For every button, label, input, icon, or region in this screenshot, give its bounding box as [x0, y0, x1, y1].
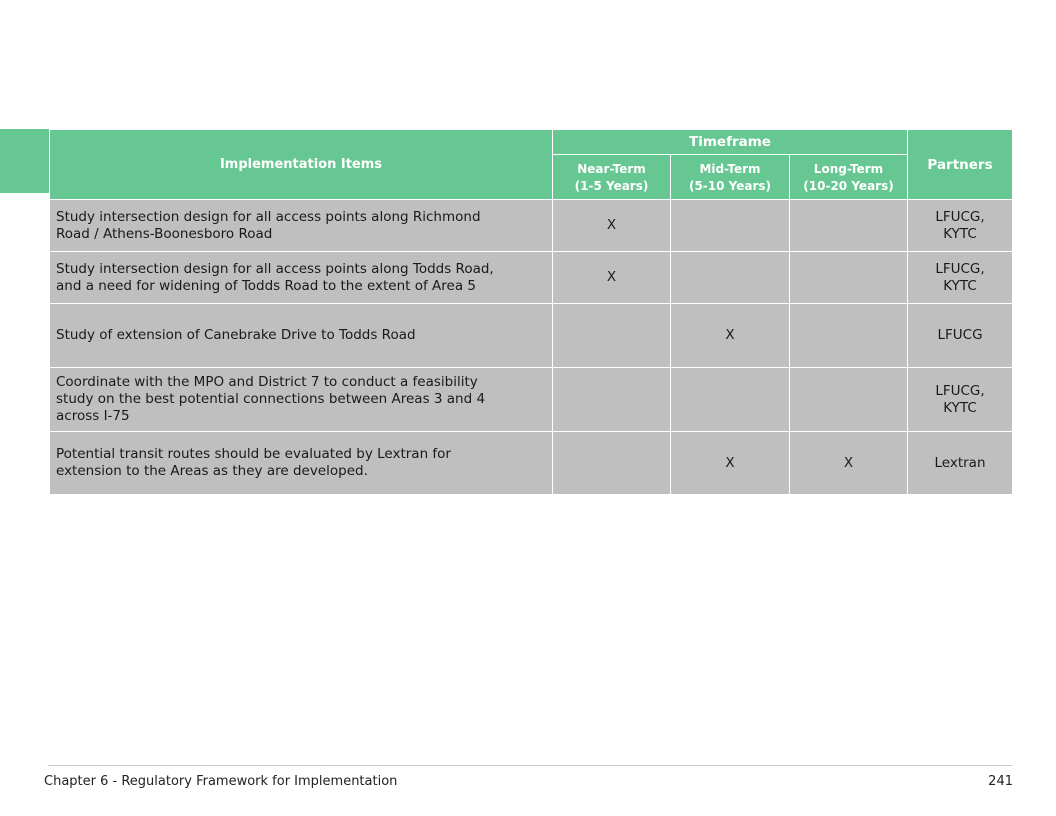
table-row	[50, 368, 1013, 432]
table-row	[50, 252, 1013, 304]
long-term-mark	[790, 252, 908, 304]
item-text-line: and a need for widening of Todds Road to the extent of Area 5	[56, 277, 477, 294]
header-row-top	[50, 130, 1013, 155]
header-accent-tab	[0, 129, 50, 193]
partner-text-line: LFUCG,	[935, 382, 985, 399]
long-term-mark	[790, 304, 908, 368]
partner-text-line: KYTC	[943, 225, 977, 242]
partner-text-line: Lextran	[934, 454, 986, 471]
item-text-line: Coordinate with the MPO and District 7 to conduct a feasibility	[56, 374, 478, 390]
partner-text-line: KYTC	[943, 399, 977, 416]
implementation-item	[50, 252, 553, 304]
table-row	[50, 432, 1013, 495]
header-near-term	[553, 155, 671, 200]
partner-text-line: KYTC	[943, 277, 977, 294]
implementation-item	[50, 368, 553, 432]
near-term-mark: X	[553, 252, 671, 304]
footer-divider	[48, 765, 1012, 766]
near-term-mark: X	[553, 200, 671, 252]
header-partners: Partners	[908, 130, 1013, 200]
footer-page-number: 241	[988, 774, 1013, 789]
item-text-line: Road / Athens-Boonesboro Road	[56, 225, 273, 242]
near-term-mark	[553, 304, 671, 368]
mid-term-mark: X	[671, 304, 790, 368]
partners-cell	[908, 200, 1013, 252]
mid-term-mark	[671, 200, 790, 252]
implementation-item	[50, 200, 553, 252]
item-text-line: Study intersection design for all access points along Todds Road,	[56, 260, 494, 277]
table-row	[50, 200, 1013, 252]
mid-term-mark	[671, 252, 790, 304]
long-term-mark	[790, 368, 908, 432]
header-long-term-label: Long-Term	[813, 162, 884, 176]
item-text-line: extension to the Areas as they are developed.	[56, 463, 368, 479]
header-mid-term-years: (5-10 Years)	[688, 179, 772, 193]
partner-text-line: LFUCG,	[935, 208, 985, 225]
implementation-item	[50, 304, 553, 368]
implementation-item	[50, 432, 553, 495]
long-term-mark: X	[790, 432, 908, 495]
implementation-table	[49, 129, 1013, 495]
item-text-line: study on the best potential connections between Areas 3 and 4	[56, 391, 486, 407]
near-term-mark	[553, 368, 671, 432]
partners-cell	[908, 304, 1013, 368]
item-text-line: Study of extension of Canebrake Drive to Todds Road	[56, 327, 416, 343]
item-text-line: across I-75	[56, 408, 130, 424]
mid-term-mark	[671, 368, 790, 432]
header-implementation-items: Implementation Items	[50, 130, 553, 200]
near-term-mark	[553, 432, 671, 495]
partner-text-line: LFUCG	[937, 327, 983, 343]
header-timeframe: Timeframe	[553, 130, 908, 155]
header-near-term-years: (1-5 Years)	[574, 179, 649, 193]
item-text-line: Study intersection design for all access points along Richmond	[56, 208, 481, 225]
header-long-term-years: (10-20 Years)	[803, 179, 894, 193]
table-row	[50, 304, 1013, 368]
partners-cell	[908, 252, 1013, 304]
long-term-mark	[790, 200, 908, 252]
partners-cell	[908, 368, 1013, 432]
mid-term-mark: X	[671, 432, 790, 495]
footer-chapter-title: Chapter 6 - Regulatory Framework for Implementation	[44, 774, 398, 789]
partner-text-line: LFUCG,	[935, 260, 985, 277]
header-near-term-label: Near-Term	[577, 162, 646, 176]
partners-cell	[908, 432, 1013, 495]
header-long-term	[790, 155, 908, 200]
header-mid-term-label: Mid-Term	[699, 162, 761, 176]
item-text-line: Potential transit routes should be evaluated by Lextran for	[56, 446, 451, 462]
header-mid-term	[671, 155, 790, 200]
